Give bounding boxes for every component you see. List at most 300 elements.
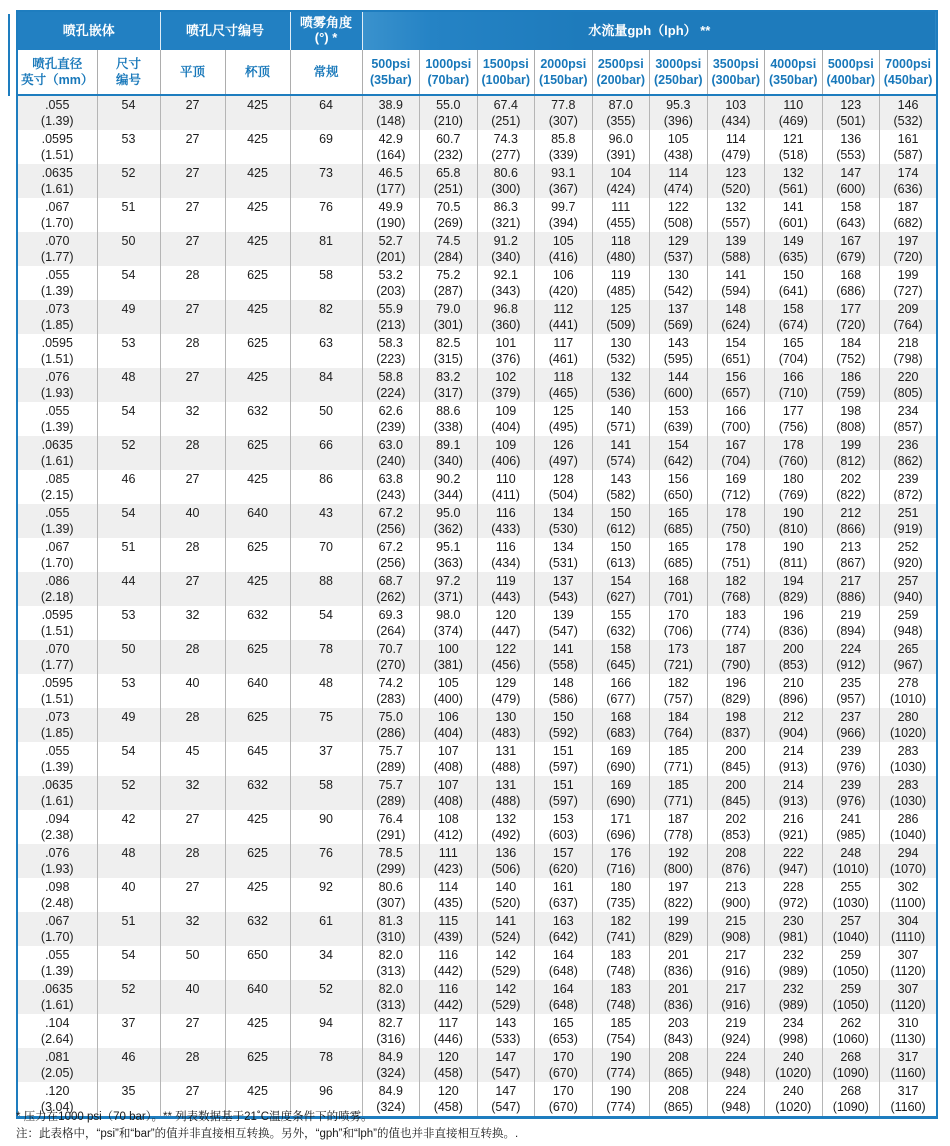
flat-top-cell: 27 [160, 368, 225, 402]
flow-value-cell: 141 (524) [477, 912, 535, 946]
cup-top-cell: 625 [225, 708, 290, 742]
flow-value-cell: 97.2 (371) [420, 572, 478, 606]
size-number-cell: 53 [97, 606, 160, 640]
spray-angle-cell: 43 [290, 504, 362, 538]
flow-value-cell: 75.2 (287) [420, 266, 478, 300]
flow-value-cell: 259 (948) [893, 608, 923, 638]
flow-value-cell: 156 (650) [650, 470, 708, 504]
flow-value-cell: 114 (435) [420, 878, 478, 912]
flow-value-cell: 148 (586) [535, 674, 593, 708]
orifice-diameter-cell: .070 (1.77) [17, 640, 97, 674]
col-cup-top: 杯顶 [225, 50, 290, 95]
orifice-diameter-cell: .098 (2.48) [17, 878, 97, 912]
spray-angle-cell: 61 [290, 912, 362, 946]
flow-value-cell: 137 (543) [535, 572, 593, 606]
flow-value-cell: 75.7 (289) [362, 742, 420, 776]
cup-top-cell: 425 [225, 300, 290, 334]
flow-value-cell: 52.7 (201) [362, 232, 420, 266]
flow-value-cell: 53.2 (203) [362, 266, 420, 300]
flow-value-cell: 115 (439) [420, 912, 478, 946]
flat-top-cell: 27 [160, 470, 225, 504]
flow-value-cell: 118 (480) [592, 232, 650, 266]
flow-value-cell: 169 (712) [707, 470, 765, 504]
flow-value-cell: 101 (376) [477, 334, 535, 368]
orifice-diameter-cell: .0595 (1.51) [17, 606, 97, 640]
spray-angle-cell: 88 [290, 572, 362, 606]
flow-value-cell: 136 (553) [822, 130, 880, 164]
flow-value-cell: 163 (642) [535, 912, 593, 946]
cup-top-cell: 632 [225, 912, 290, 946]
cup-top-cell: 425 [225, 878, 290, 912]
spray-angle-cell: 34 [290, 946, 362, 980]
flat-top-cell: 28 [160, 538, 225, 572]
flow-value-cell: 78.5 (299) [362, 844, 420, 878]
flow-value-cell: 75.7 (289) [362, 776, 420, 810]
flow-value-cell: 105 (416) [535, 232, 593, 266]
flow-value-cell: 80.6 (307) [362, 878, 420, 912]
flow-value-cell: 252 (920) [893, 540, 923, 570]
flow-value-cell: 143 (595) [650, 334, 708, 368]
size-number-cell: 42 [97, 810, 160, 844]
flat-top-cell: 27 [160, 878, 225, 912]
table-row [17, 504, 937, 538]
flow-value-cell: 214 (913) [765, 742, 823, 776]
flow-value-cell: 240 (1020) [765, 1082, 823, 1118]
flow-value-cell: 111 (423) [420, 844, 478, 878]
col-1000psi: 1000psi (70bar) [420, 50, 478, 95]
flow-value-cell: 108 (412) [420, 810, 478, 844]
orifice-diameter-cell: .067 (1.70) [17, 538, 97, 572]
flow-value-cell: 58.8 (224) [362, 368, 420, 402]
flow-value-cell: 70.7 (270) [362, 640, 420, 674]
spray-angle-cell: 84 [290, 368, 362, 402]
flow-value-cell: 70.5 (269) [420, 198, 478, 232]
column-group-spray-angle: 喷雾角度 (°) * [290, 11, 362, 50]
flow-value-cell: 118 (465) [535, 368, 593, 402]
flow-value-cell: 150 (592) [535, 708, 593, 742]
size-number-cell: 52 [97, 776, 160, 810]
flow-value-cell: 151 (597) [535, 742, 593, 776]
flow-value-cell: 158 (643) [822, 198, 880, 232]
spray-angle-cell: 90 [290, 810, 362, 844]
flow-value-cell: 123 (520) [707, 164, 765, 198]
flat-top-cell: 27 [160, 198, 225, 232]
flow-value-cell: 117 (446) [420, 1014, 478, 1048]
flow-value-cell: 130 (483) [477, 708, 535, 742]
flow-value-cell: 106 (404) [420, 708, 478, 742]
flow-value-cell: 259 (1050) [822, 980, 880, 1014]
orifice-diameter-cell: .055 (1.39) [17, 95, 97, 130]
flow-value-cell: 165 (685) [650, 504, 708, 538]
orifice-diameter-cell: .073 (1.85) [17, 300, 97, 334]
flow-value-cell: 208 (865) [650, 1082, 708, 1118]
flow-value-cell: 140 (520) [477, 878, 535, 912]
spray-angle-cell: 70 [290, 538, 362, 572]
flow-value-cell: 58.3 (223) [362, 334, 420, 368]
flow-value-cell: 202 (853) [707, 810, 765, 844]
orifice-diameter-cell: .067 (1.70) [17, 912, 97, 946]
col-2500psi: 2500psi (200bar) [592, 50, 650, 95]
table-header [17, 11, 937, 95]
orifice-diameter-cell: .0595 (1.51) [17, 334, 97, 368]
flow-value-cell: 183 (748) [592, 946, 650, 980]
size-number-cell: 49 [97, 300, 160, 334]
cup-top-cell: 640 [225, 980, 290, 1014]
flat-top-cell: 27 [160, 300, 225, 334]
flow-value-cell: 164 (648) [535, 946, 593, 980]
flow-value-cell: 165 (653) [535, 1014, 593, 1048]
flat-top-cell: 28 [160, 844, 225, 878]
flow-value-cell: 91.2 (340) [477, 232, 535, 266]
flow-value-cell: 304 (1110) [890, 914, 926, 944]
flow-value-cell: 55.0 (210) [420, 95, 478, 130]
flow-value-cell: 114 (479) [707, 130, 765, 164]
cup-top-cell: 640 [225, 674, 290, 708]
flow-value-cell: 161 (637) [535, 878, 593, 912]
table-row [17, 470, 937, 504]
size-number-cell: 51 [97, 538, 160, 572]
flow-value-cell: 82.0 (313) [362, 980, 420, 1014]
flow-value-cell: 92.1 (343) [477, 266, 535, 300]
table-row [17, 810, 937, 844]
table-row [17, 640, 937, 674]
flow-value-cell: 183 (748) [592, 980, 650, 1014]
table-row [17, 1014, 937, 1048]
flow-value-cell: 182 (768) [707, 572, 765, 606]
cup-top-cell: 425 [225, 1014, 290, 1048]
flow-value-cell: 208 (865) [650, 1048, 708, 1082]
flow-value-cell: 132 (536) [592, 368, 650, 402]
flat-top-cell: 28 [160, 334, 225, 368]
flow-value-cell: 95.1 (363) [420, 538, 478, 572]
flow-value-cell: 142 (529) [477, 980, 535, 1014]
flow-value-cell: 119 (485) [592, 266, 650, 300]
flow-value-cell: 74.3 (277) [477, 130, 535, 164]
size-number-cell: 52 [97, 436, 160, 470]
flow-value-cell: 198 (837) [707, 708, 765, 742]
page-edge-mark [8, 14, 10, 96]
size-number-cell: 53 [97, 130, 160, 164]
flow-value-cell: 257 (1040) [822, 912, 880, 946]
flow-value-cell: 68.7 (262) [362, 572, 420, 606]
flow-value-cell: 142 (529) [477, 946, 535, 980]
flow-value-cell: 143 (582) [592, 470, 650, 504]
cup-top-cell: 425 [225, 95, 290, 130]
flat-top-cell: 28 [160, 708, 225, 742]
flow-value-cell: 180 (769) [765, 470, 823, 504]
size-number-cell: 53 [97, 674, 160, 708]
cup-top-cell: 425 [225, 1082, 290, 1118]
flow-value-cell: 196 (836) [765, 606, 823, 640]
flow-value-cell: 248 (1010) [822, 844, 880, 878]
flow-value-cell: 182 (741) [592, 912, 650, 946]
size-number-cell: 51 [97, 912, 160, 946]
flow-value-cell: 49.9 (190) [362, 198, 420, 232]
flow-value-cell: 126 (497) [535, 436, 593, 470]
flow-value-cell: 187 (790) [707, 640, 765, 674]
flow-value-cell: 109 (406) [477, 436, 535, 470]
flow-value-cell: 79.0 (301) [420, 300, 478, 334]
spray-angle-cell: 58 [290, 776, 362, 810]
col-size-number: 尺寸 编号 [97, 50, 160, 95]
flow-value-cell: 150 (641) [765, 266, 823, 300]
flow-value-cell: 283 (1030) [890, 778, 927, 808]
flow-value-cell: 167 (704) [707, 436, 765, 470]
flow-value-cell: 96.8 (360) [477, 300, 535, 334]
orifice-diameter-cell: .055 (1.39) [17, 402, 97, 436]
table-row [17, 946, 937, 980]
cup-top-cell: 632 [225, 776, 290, 810]
flow-value-cell: 214 (913) [765, 776, 823, 810]
flow-value-cell: 109 (404) [477, 402, 535, 436]
flow-value-cell: 241 (985) [822, 810, 880, 844]
size-number-cell: 54 [97, 266, 160, 300]
flow-value-cell: 143 (533) [477, 1014, 535, 1048]
flow-value-cell: 122 (508) [650, 198, 708, 232]
flow-value-cell: 158 (674) [765, 300, 823, 334]
flow-value-cell: 112 (441) [535, 300, 593, 334]
size-number-cell: 54 [97, 742, 160, 776]
flow-value-cell: 222 (947) [765, 844, 823, 878]
cup-top-cell: 425 [225, 368, 290, 402]
flow-value-cell: 77.8 (307) [535, 95, 593, 130]
flow-value-cell: 114 (474) [650, 164, 708, 198]
flow-value-cell: 132 (492) [477, 810, 535, 844]
flow-value-cell: 178 (760) [765, 436, 823, 470]
size-number-cell: 37 [97, 1014, 160, 1048]
flow-value-cell: 178 (751) [707, 538, 765, 572]
flow-value-cell: 74.2 (283) [362, 674, 420, 708]
size-number-cell: 53 [97, 334, 160, 368]
flow-value-cell: 234 (857) [893, 404, 923, 434]
flow-value-cell: 203 (843) [650, 1014, 708, 1048]
flow-value-cell: 317 (1160) [890, 1084, 926, 1114]
flow-value-cell: 129 (537) [650, 232, 708, 266]
flow-value-cell: 176 (716) [592, 844, 650, 878]
table-row [17, 606, 937, 640]
flow-value-cell: 134 (531) [535, 538, 593, 572]
flow-value-cell: 166 (700) [707, 402, 765, 436]
cup-top-cell: 625 [225, 640, 290, 674]
flow-value-cell: 217 (886) [822, 572, 880, 606]
flow-value-cell: 83.2 (317) [420, 368, 478, 402]
spray-angle-cell: 92 [290, 878, 362, 912]
flow-value-cell: 105 (400) [420, 674, 478, 708]
flow-value-cell: 232 (989) [765, 946, 823, 980]
flow-value-cell: 190 (810) [765, 504, 823, 538]
flow-value-cell: 217 (916) [707, 946, 765, 980]
flow-value-cell: 209 (764) [893, 302, 923, 332]
table-row [17, 95, 937, 130]
cup-top-cell: 650 [225, 946, 290, 980]
spray-angle-cell: 81 [290, 232, 362, 266]
flow-value-cell: 67.2 (256) [362, 538, 420, 572]
flow-value-cell: 93.1 (367) [535, 164, 593, 198]
flow-value-cell: 183 (774) [707, 606, 765, 640]
flat-top-cell: 28 [160, 640, 225, 674]
size-number-cell: 54 [97, 402, 160, 436]
orifice-diameter-cell: .055 (1.39) [17, 266, 97, 300]
size-number-cell: 44 [97, 572, 160, 606]
flow-value-cell: 129 (479) [477, 674, 535, 708]
flow-value-cell: 141 (574) [592, 436, 650, 470]
orifice-diameter-cell: .0635 (1.61) [17, 436, 97, 470]
flow-value-cell: 239 (976) [822, 776, 880, 810]
cup-top-cell: 645 [225, 742, 290, 776]
flow-value-cell: 213 (867) [822, 538, 880, 572]
spray-angle-cell: 48 [290, 674, 362, 708]
flow-value-cell: 197 (720) [893, 234, 923, 264]
flow-value-cell: 307 (1120) [890, 982, 926, 1012]
flow-value-cell: 201 (836) [650, 980, 708, 1014]
size-number-cell: 52 [97, 164, 160, 198]
flow-value-cell: 212 (866) [822, 504, 880, 538]
flow-value-cell: 185 (771) [650, 742, 708, 776]
spray-angle-cell: 52 [290, 980, 362, 1014]
flow-value-cell: 154 (642) [650, 436, 708, 470]
table-body [17, 95, 937, 1118]
flow-value-cell: 219 (894) [822, 606, 880, 640]
spray-angle-cell: 66 [290, 436, 362, 470]
size-number-cell: 46 [97, 1048, 160, 1082]
spray-angle-cell: 78 [290, 1048, 362, 1082]
col-flat-top: 平顶 [160, 50, 225, 95]
flow-value-cell: 42.9 (164) [362, 130, 420, 164]
table-row [17, 436, 937, 470]
flow-value-cell: 60.7 (232) [420, 130, 478, 164]
flat-top-cell: 28 [160, 266, 225, 300]
flow-value-cell: 116 (442) [420, 980, 478, 1014]
col-2000psi: 2000psi (150bar) [535, 50, 593, 95]
flow-value-cell: 166 (710) [765, 368, 823, 402]
spray-angle-cell: 54 [290, 606, 362, 640]
flat-top-cell: 32 [160, 776, 225, 810]
spray-angle-cell: 94 [290, 1014, 362, 1048]
flow-value-cell: 216 (921) [765, 810, 823, 844]
col-normal-angle: 常规 [290, 50, 362, 95]
flat-top-cell: 40 [160, 504, 225, 538]
flow-value-cell: 105 (438) [650, 130, 708, 164]
flow-value-cell: 200 (853) [765, 640, 823, 674]
flow-value-cell: 139 (588) [707, 232, 765, 266]
orifice-diameter-cell: .081 (2.05) [17, 1048, 97, 1082]
flow-value-cell: 107 (408) [420, 742, 478, 776]
flow-value-cell: 182 (757) [650, 674, 708, 708]
flow-value-cell: 190 (774) [592, 1048, 650, 1082]
cup-top-cell: 640 [225, 504, 290, 538]
flow-value-cell: 150 (612) [592, 504, 650, 538]
flow-value-cell: 224 (948) [707, 1082, 765, 1118]
flow-value-cell: 265 (967) [893, 642, 923, 672]
cup-top-cell: 425 [225, 130, 290, 164]
flow-value-cell: 186 (759) [822, 368, 880, 402]
flow-value-cell: 140 (571) [592, 402, 650, 436]
col-1500psi: 1500psi (100bar) [477, 50, 535, 95]
table-row [17, 368, 937, 402]
header-sub-row [17, 50, 937, 95]
flow-value-cell: 169 (690) [592, 742, 650, 776]
flat-top-cell: 27 [160, 164, 225, 198]
orifice-diameter-cell: .094 (2.38) [17, 810, 97, 844]
flow-value-cell: 82.0 (313) [362, 946, 420, 980]
flow-value-cell: 141 (594) [707, 266, 765, 300]
orifice-diameter-cell: .085 (2.15) [17, 470, 97, 504]
flow-value-cell: 235 (957) [822, 674, 880, 708]
column-group-orifice-size-number: 喷孔尺寸编号 [160, 11, 290, 50]
flow-value-cell: 197 (822) [650, 878, 708, 912]
size-number-cell: 46 [97, 470, 160, 504]
flow-value-cell: 110 (411) [477, 470, 535, 504]
flow-value-cell: 62.6 (239) [362, 402, 420, 436]
flow-value-cell: 151 (597) [535, 776, 593, 810]
flow-value-cell: 120 (447) [477, 606, 535, 640]
spray-angle-cell: 76 [290, 198, 362, 232]
table-row [17, 912, 937, 946]
flow-value-cell: 168 (683) [592, 708, 650, 742]
cup-top-cell: 632 [225, 606, 290, 640]
flow-value-cell: 46.5 (177) [362, 164, 420, 198]
flow-value-cell: 307 (1120) [890, 948, 926, 978]
orifice-diameter-cell: .076 (1.93) [17, 368, 97, 402]
flow-value-cell: 95.3 (396) [650, 95, 708, 130]
flow-value-cell: 255 (1030) [822, 878, 880, 912]
flow-value-cell: 84.9 (324) [362, 1048, 420, 1082]
flow-value-cell: 125 (509) [592, 300, 650, 334]
flow-value-cell: 185 (771) [650, 776, 708, 810]
flow-value-cell: 149 (635) [765, 232, 823, 266]
flow-value-cell: 76.4 (291) [362, 810, 420, 844]
size-number-cell: 51 [97, 198, 160, 232]
flow-value-cell: 90.2 (344) [420, 470, 478, 504]
cup-top-cell: 425 [225, 470, 290, 504]
flow-value-cell: 136 (506) [477, 844, 535, 878]
flow-value-cell: 80.6 (300) [477, 164, 535, 198]
flow-value-cell: 69.3 (264) [362, 606, 420, 640]
flat-top-cell: 27 [160, 1014, 225, 1048]
flow-value-cell: 67.4 (251) [477, 95, 535, 130]
table-row [17, 300, 937, 334]
flow-value-cell: 89.1 (340) [420, 436, 478, 470]
flow-value-cell: 119 (443) [477, 572, 535, 606]
cup-top-cell: 625 [225, 266, 290, 300]
flow-value-cell: 286 (1040) [890, 812, 927, 842]
flow-value-cell: 236 (862) [893, 438, 923, 468]
table-row [17, 164, 937, 198]
table-row [17, 198, 937, 232]
cup-top-cell: 425 [225, 232, 290, 266]
spray-angle-cell: 75 [290, 708, 362, 742]
orifice-diameter-cell: .076 (1.93) [17, 844, 97, 878]
flat-top-cell: 27 [160, 95, 225, 130]
flow-value-cell: 239 (976) [822, 742, 880, 776]
orifice-diameter-cell: .055 (1.39) [17, 742, 97, 776]
flat-top-cell: 32 [160, 912, 225, 946]
flow-value-cell: 155 (632) [592, 606, 650, 640]
flow-value-cell: 132 (557) [707, 198, 765, 232]
flow-value-cell: 215 (908) [707, 912, 765, 946]
flat-top-cell: 40 [160, 674, 225, 708]
table-row [17, 538, 937, 572]
table-row [17, 232, 937, 266]
orifice-diameter-cell: .086 (2.18) [17, 572, 97, 606]
flow-value-cell: 202 (822) [822, 470, 880, 504]
flow-value-cell: 147 (547) [477, 1048, 535, 1082]
table-row [17, 776, 937, 810]
flow-value-cell: 199 (829) [650, 912, 708, 946]
flow-value-cell: 147 (547) [477, 1082, 535, 1118]
size-number-cell: 35 [97, 1082, 160, 1118]
flow-value-cell: 187 (778) [650, 810, 708, 844]
